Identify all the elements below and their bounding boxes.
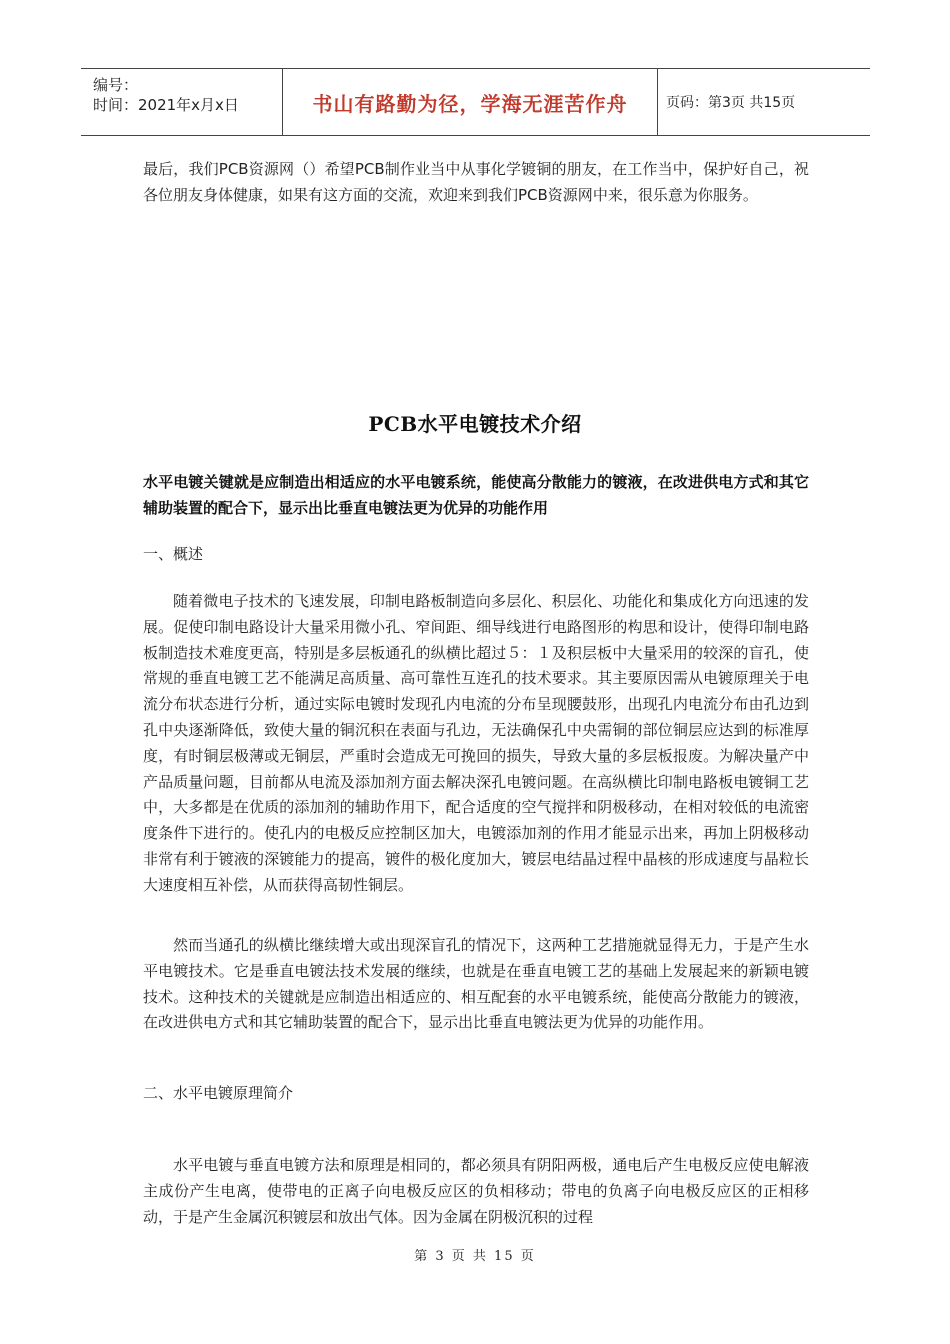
section-1-paragraph-1: 随着微电子技术的飞速发展，印制电路板制造向多层化、积层化、功能化和集成化方向迅速的发展。促使印制电路设计大量采用微小孔、窄间距、细导线进行电路图形的构思和设计，使得印制电路板制造技术难度更高，特别是多层板通孔的纵横比超过５：１及积层板中大量采用的较深的盲孔，使常规的垂直电镀工艺不能满足高质量、高可靠性互连孔的技术要求。其主要原因需从电镀原理关于电流分布状态进行分析，通过实际电镀时发现孔内电流的分布呈现腰鼓形，出现孔内电流分布由孔边到孔中央逐渐降低，致使大量的铜沉积在表面与孔边，无法确保孔中央需铜的部位铜层应达到的标准厚度，有时铜层极薄或无铜层，严重时会造成无可挽回的损失，导致大量的多层板报废。为解决量产中产品质量问题，目前都从电流及添加剂方面去解决深孔电镀问题。在高纵横比印制电路板电镀铜工艺中，大多都是在优质的添加剂的辅助作用下，配合适度的空气搅拌和阴极移动，在相对较低的电流密度条件下进行的。使孔内的电极反应控制区加大，电镀添加剂的作用才能显示出来，再加上阴极移动非常有利于镀液的深镀能力的提高，镀件的极化度加大，镀层电结晶过程中晶核的形成速度与晶粒长大速度相互补偿，从而获得高韧性铜层。 xyxy=(143,592,809,894)
section-1-paragraph-2: 然而当通孔的纵横比继续增大或出现深盲孔的情况下，这两种工艺措施就显得无力，于是产生水平电镀技术。它是垂直电镀法技术发展的继续，也就是在垂直电镀工艺的基础上发展起来的新颖电镀技术。这种技术的关键就是应制造出相适应的、相互配套的水平电镀系统，能使高分散能力的镀液，在改进供电方式和其它辅助装置的配合下，显示出比垂直电镀法更为优异的功能作用。 xyxy=(143,936,809,1032)
section-2-para-1-block xyxy=(143,1153,809,1230)
lead-paragraph: 水平电镀关键就是应制造出相适应的水平电镀系统，能使高分散能力的镀液，在改进供电方式和其它辅助装置的配合下，显示出比垂直电镀法更为优异的功能作用 xyxy=(143,473,809,517)
intro-paragraph: 最后，我们PCB资源网（）希望PCB制作业当中从事化学镀铜的朋友，在工作当中，保护好自己，祝各位朋友身体健康，如果有这方面的交流，欢迎来到我们PCB资源网中来，很乐意为你服务。 xyxy=(143,160,809,204)
document-title: PCB水平电镀技术介绍 xyxy=(368,412,582,436)
section-2-heading-block xyxy=(143,1081,809,1107)
section-1-heading: 一、概述 xyxy=(143,545,204,563)
section-2-heading: 二、水平电镀原理简介 xyxy=(143,1084,294,1102)
time-label: 时间：2021年x月x日 xyxy=(93,96,239,114)
section-1-heading-block xyxy=(143,542,809,568)
intro-block xyxy=(143,157,809,209)
lead-block xyxy=(143,469,809,521)
page-footer: 第 3 页 共 15 页 xyxy=(414,1249,536,1264)
header-motto: 书山有路勤为径，学海无涯苦作舟 xyxy=(282,69,658,135)
header-meta xyxy=(81,69,282,135)
section-1-para-1-block xyxy=(143,589,809,899)
header-page-info: 页码：第3页 共15页 xyxy=(666,95,796,111)
page-header xyxy=(81,68,870,136)
section-2-paragraph-1: 水平电镀与垂直电镀方法和原理是相同的，都必须具有阴阳两极，通电后产生电极反应使电解液主成份产生电离，使带电的正离子向电极反应区的负相移动；带电的负离子向电极反应区的正相移动，于是产生金属沉积镀层和放出气体。因为金属在阴极沉积的过程 xyxy=(143,1156,809,1226)
code-label: 编号： xyxy=(93,76,139,94)
section-1-para-2-block xyxy=(143,933,809,1036)
